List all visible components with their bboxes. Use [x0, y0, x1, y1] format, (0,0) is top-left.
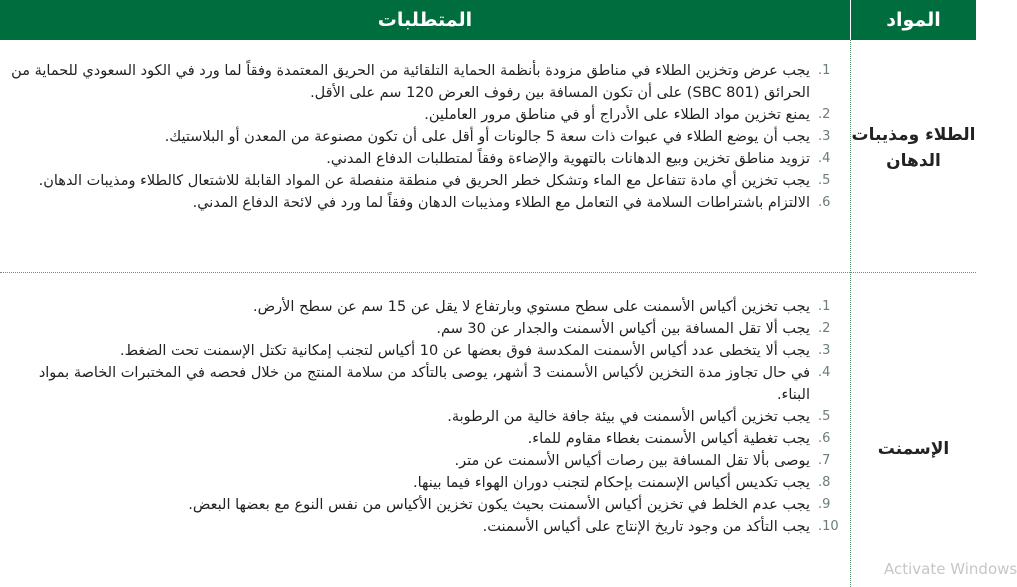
item-text: تزويد مناطق تخزين وبيع الدهانات بالتهوية والإضاءة وفقاً لمتطلبات الدفاع المدني.	[326, 151, 810, 167]
materials-header: المواد	[851, 0, 976, 40]
requirement-item	[8, 516, 840, 538]
item-text: يمنع تخزين مواد الطلاء على الأدراج أو في مناطق مرور العاملين.	[424, 107, 810, 123]
item-text: يجب التأكد من وجود تاريخ الإنتاج على أكياس الأسمنت.	[482, 519, 810, 535]
requirement-item	[8, 126, 840, 148]
activation-watermark: Activate Windows	[884, 560, 1017, 578]
requirement-item	[8, 428, 840, 450]
row-divider	[0, 272, 976, 273]
item-text: يجب تخزين أي مادة تتفاعل مع الماء وتشكل خطر الحريق في منطقة منفصلة عن المواد القابلة للاشتعال كالطلاء ومذيبات الدهان.	[38, 173, 810, 189]
item-number: 7.	[818, 453, 831, 468]
requirement-item	[8, 450, 840, 472]
requirement-item	[8, 104, 840, 126]
requirement-item	[8, 296, 840, 318]
requirement-item	[8, 362, 840, 406]
item-text: يجب عدم الخلط في تخزين أكياس الأسمنت بحيث يكون تخزين الأكياس من نفس النوع مع بعضها البعض.	[188, 497, 810, 513]
requirement-item	[8, 406, 840, 428]
item-number: 2.	[818, 321, 831, 336]
requirement-item	[8, 170, 840, 192]
paint-requirements-list	[8, 60, 840, 214]
item-text: يجب أن يوضع الطلاء في عبوات ذات سعة 5 جالونات أو أقل على أن تكون مصنوعة من المعدن أو البلاستيك.	[164, 129, 810, 145]
item-text: يجب ألا تقل المسافة بين أكياس الأسمنت والجدار عن 30 سم.	[436, 321, 810, 337]
item-number: 1.	[818, 299, 831, 314]
item-text: يوصى بألا تقل المسافة بين رصات أكياس الأسمنت عن متر.	[454, 453, 810, 469]
requirement-item	[8, 60, 840, 104]
requirement-item	[8, 148, 840, 170]
item-number: 5.	[818, 409, 831, 424]
cement-requirements-list	[8, 296, 840, 538]
requirement-item	[8, 340, 840, 362]
item-number: 6.	[818, 431, 831, 446]
material-paint: الطلاء ومذيبات الدهان	[851, 125, 976, 171]
requirement-item	[8, 318, 840, 340]
item-number: 5.	[818, 173, 831, 188]
item-text: في حال تجاوز مدة التخزين لأكياس الأسمنت 3 أشهر، يوصى بالتأكد من سلامة المنتج من خلال فحصه في المختبرات الخاصة بمواد البناء.	[38, 365, 810, 403]
item-number: 8.	[818, 475, 831, 490]
item-number: 6.	[818, 195, 831, 210]
item-number: 9.	[818, 497, 831, 512]
requirement-item	[8, 472, 840, 494]
item-number: 10.	[818, 519, 839, 534]
item-number: 3.	[818, 129, 831, 144]
item-text: يجب تغطية أكياس الأسمنت بغطاء مقاوم للماء.	[527, 431, 810, 447]
item-number: 2.	[818, 107, 831, 122]
item-number: 4.	[818, 365, 831, 380]
item-number: 4.	[818, 151, 831, 166]
item-text: الالتزام باشتراطات السلامة في التعامل مع الطلاء ومذيبات الدهان وفقاً لما ورد في لائحة الدفاع المدني.	[192, 195, 810, 211]
requirement-item	[8, 494, 840, 516]
item-text: يجب ألا يتخطى عدد أكياس الأسمنت المكدسة فوق بعضها عن 10 أكياس لتجنب إمكانية تكتل الإسمنت تحت الضغط.	[120, 343, 810, 359]
item-text: يجب تخزين أكياس الأسمنت على سطح مستوي وبارتفاع لا يقل عن 15 سم عن سطح الأرض.	[253, 299, 810, 315]
material-cement: الإسمنت	[877, 439, 950, 459]
requirement-item	[8, 192, 840, 214]
item-text: يجب تخزين أكياس الأسمنت في بيئة جافة خالية من الرطوبة.	[447, 409, 810, 425]
item-text: يجب عرض وتخزين الطلاء في مناطق مزودة بأنظمة الحماية التلقائية من الحريق المعتمدة وفقاً لما ورد في الكود السعودي للحماية من الحرائق (SBC 801) على أن تكون المسافة بين رفوف العرض 120 سم على الأقل.	[11, 63, 810, 101]
item-number: 3.	[818, 343, 831, 358]
item-text: يجب تكديس أكياس الإسمنت بإحكام لتجنب دوران الهواء فيما بينها.	[413, 475, 810, 491]
item-number: 1.	[818, 63, 831, 78]
requirements-header: المتطلبات	[0, 0, 851, 40]
